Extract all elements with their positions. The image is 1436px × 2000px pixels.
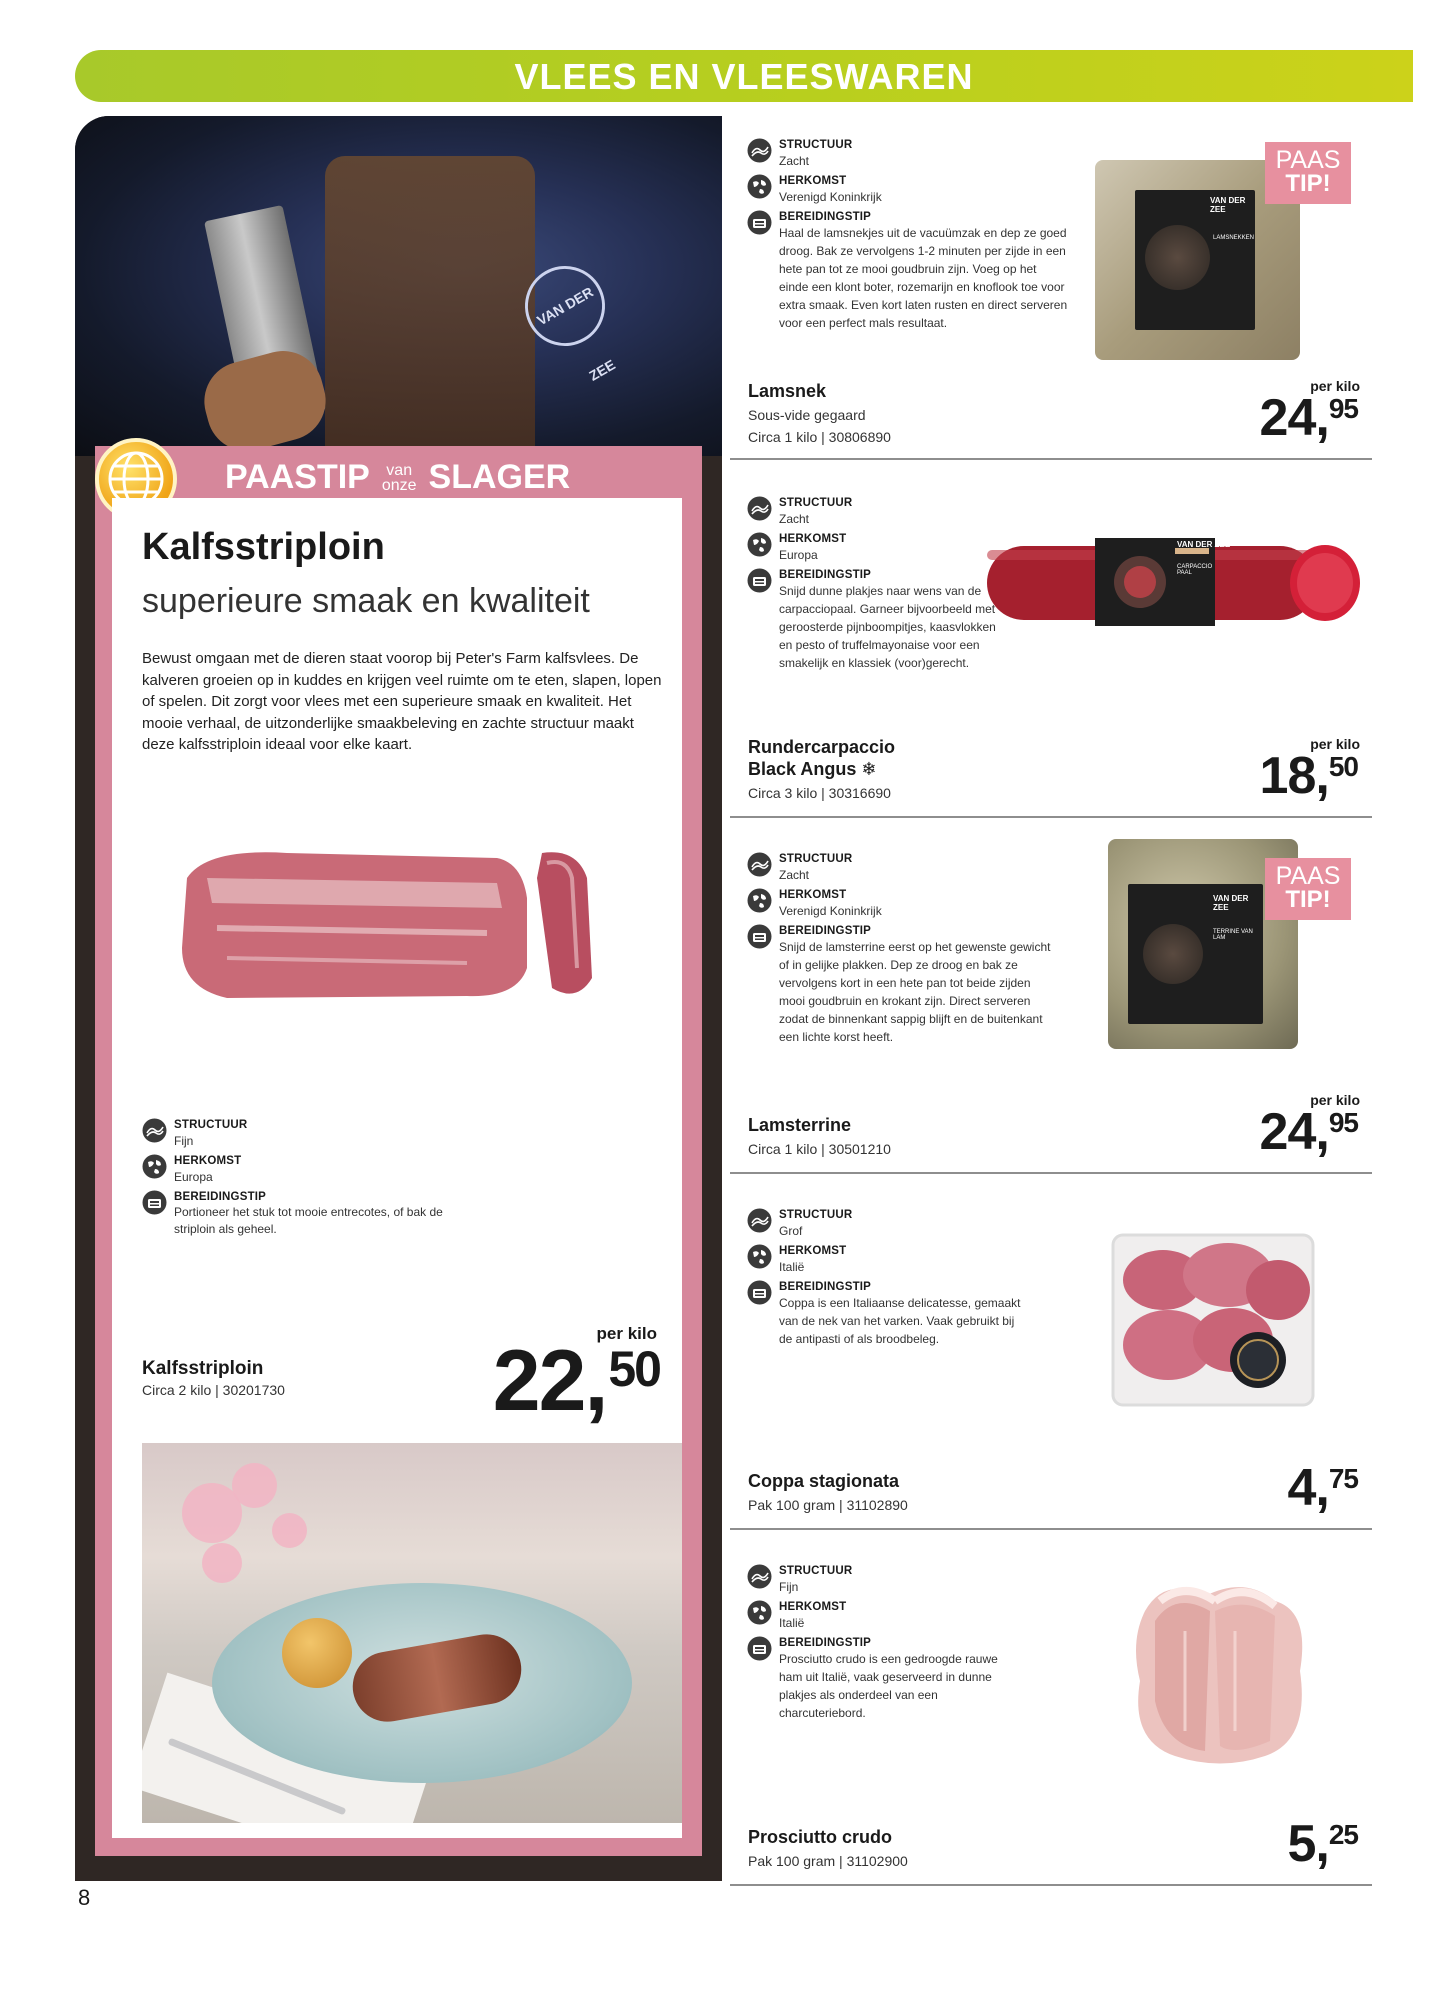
spec-prep [142,1190,474,1238]
structure-label: STRUCTUUR [779,497,853,509]
paastip-word: PAASTIP [225,458,370,496]
prep-label: BEREIDINGSTIP [779,211,872,223]
paastip-badge [1265,858,1351,920]
price-cents: 25 [1328,1819,1358,1850]
structure-label: STRUCTUUR [174,1119,248,1131]
texture-icon [747,496,772,521]
label-dish [1143,924,1203,984]
price-main: 24 [1259,389,1316,447]
product-specs [747,1208,1047,1352]
product-specs [747,852,1051,1050]
label-brand: VAN DER ZEE [1210,196,1246,214]
structure-value: Zacht [779,154,810,168]
per-kilo: per kilo [596,1324,657,1343]
origin-label: HERKOMST [779,533,847,545]
globe-icon [747,888,772,913]
label-name: TERRINE VAN LAM [1213,929,1253,941]
prep-label: BEREIDINGSTIP [779,1281,872,1293]
origin-value: Europa [779,548,818,562]
product-sub: Sous-vide gegaard [748,407,866,423]
label-dish [1145,225,1210,290]
striploin-image [167,838,617,1008]
origin-label: HERKOMST [779,889,847,901]
product-name: Kalfsstriploin [142,1358,264,1379]
product-lamsterrine [730,834,1372,1174]
globe-icon [747,1244,772,1269]
badge-line2: TIP! [1285,170,1331,197]
origin-value: Verenigd Koninkrijk [779,904,882,918]
price-main: 5 [1287,1815,1316,1873]
cooking-icon [747,1636,772,1661]
price: 22,50 [492,1333,660,1429]
spec-prep [747,1280,1047,1348]
price: 5,25 [1287,1815,1358,1873]
price-cents: 50 [1328,751,1358,782]
spec-origin [747,888,1047,920]
product-name-line2: Black Angus ❄ [748,759,877,779]
origin-value: Italië [779,1616,805,1630]
feature-card [112,498,682,1838]
texture-icon [747,1564,772,1589]
prep-label: BEREIDINGSTIP [779,925,872,937]
structure-value: Fijn [779,1580,799,1594]
product-meta: Circa 2 kilo | 30201730 [142,1382,285,1398]
coppa-image [1108,1230,1318,1410]
blossom [202,1543,242,1583]
feature-panel [75,116,722,1881]
spec-structure [747,852,1047,884]
prosciutto-image [1125,1571,1315,1771]
origin-value: Europa [174,1170,213,1184]
spec-prep [747,924,1051,1046]
product-meta: Circa 1 kilo | 30501210 [748,1141,891,1157]
structure-value: Zacht [779,512,810,526]
spec-prep [747,1636,1047,1722]
van-onze [382,463,417,493]
cooking-icon [747,568,772,593]
label-name: CARPACCIO PAAL [1177,564,1213,576]
globe-icon [747,532,772,557]
spec-structure [747,496,1047,528]
label-brand: VAN DER ZEE [1213,894,1249,912]
price-cents: 50 [608,1341,660,1397]
paastip-heading [225,458,570,497]
feature-subtitle: superieure smaak en kwaliteit [142,582,590,620]
badge-line1: PAAS [1275,862,1341,890]
product-specs [747,138,1068,336]
paastip-badge [1265,142,1351,204]
price-cents: 95 [1328,393,1358,424]
price: 24,95 [1259,1103,1358,1161]
van-word: van [386,461,413,479]
label-brand: VAN DER ZEE [1177,540,1231,549]
per-kilo: per kilo [1310,378,1360,394]
section-title: VLEES EN VLEESWAREN [514,56,974,97]
label-name: LAMSNEKKEN [1213,235,1255,241]
prep-value: Snijd dunne plakjes naar wens van de carpacciopaal. Garneer bijvoorbeeld met geroosterde pijnboompitjes, kaasvlokken en pesto of truffelmayonaise voor een smakelijk en klassiek (voor)gerecht. [779,584,996,670]
per-kilo: per kilo [1310,1092,1360,1108]
package-label [1128,884,1263,1024]
spec-structure [142,1118,474,1150]
paastip-frame [95,446,702,1856]
globe-icon [747,174,772,199]
product-name: Lamsterrine [748,1115,852,1135]
spec-origin [747,1244,1047,1276]
product-meta: Circa 3 kilo | 30316690 [748,785,891,801]
spec-origin [142,1154,474,1186]
section-banner [75,50,1413,102]
potato [282,1618,352,1688]
structure-label: STRUCTUUR [779,1565,853,1577]
package-label [1135,190,1255,330]
origin-label: HERKOMST [779,175,847,187]
product-meta: Pak 100 gram | 31102890 [748,1497,908,1513]
cooking-icon [747,924,772,949]
cooking-icon [747,1280,772,1305]
structure-value: Fijn [174,1134,194,1148]
prep-value: Snijd de lamsterrine eerst op het gewenste gewicht of in gelijke plakken. Dep ze droog en bak ze vervolgens kort in een hete pan tot beide zijden mooi goudbruin en krokant zijn. Direct serveren zodat de binnenkant sappig blijft en de buitenkant een lichte korst heeft. [779,940,1051,1044]
spec-structure [747,138,1047,170]
price-cents: 95 [1328,1107,1358,1138]
texture-icon [142,1118,167,1143]
structure-value: Grof [779,1224,803,1238]
onze-word: onze [381,476,417,494]
page-number: 8 [78,1885,91,1910]
structure-label: STRUCTUUR [779,139,853,151]
price-main: 4 [1287,1459,1316,1517]
butcher-photo [75,116,722,456]
texture-icon [747,1208,772,1233]
blossom [232,1463,277,1508]
price-main: 22 [492,1333,585,1429]
badge-line1: PAAS [1275,146,1341,174]
price: 4,75 [1287,1459,1358,1517]
origin-label: HERKOMST [779,1601,847,1613]
spec-origin [747,174,1047,206]
product-name: Coppa stagionata [748,1471,900,1491]
product-meta: Circa 1 kilo | 30806890 [748,429,891,445]
feature-title: Kalfsstriploin [142,526,385,568]
texture-icon [747,852,772,877]
prep-value: Portioneer het stuk tot mooie entrecotes, of bak de striploin als geheel. [174,1205,443,1236]
product-meta: Pak 100 gram | 31102900 [748,1853,908,1869]
product-rundercarpaccio [730,478,1372,818]
cooking-icon [747,210,772,235]
origin-label: HERKOMST [779,1245,847,1257]
feature-description: Bewust omgaan met de dieren staat voorop bij Peter's Farm kalfsvlees. De kalveren groeien op in kuddes en krijgen veel ruimte om te eten, slapen, lopen of spelen. Dit zorgt voor vlees met een superieure smaak en kwaliteit. Het mooie verhaal, de uitzonderlijke smaakbeleving en zachte structuur maakt deze kalfsstriploin ideaal voor elke kaart. [142,650,662,753]
price-cents: 75 [1328,1463,1358,1494]
price-main: 18 [1259,747,1316,805]
product-lamsnek [730,120,1372,460]
product-specs [747,1564,1047,1726]
badge-line2: TIP! [1285,886,1331,913]
origin-value: Italië [779,1260,805,1274]
cooking-icon [142,1190,167,1215]
sleeve-logo: VAN DER ZEE [510,251,619,360]
texture-icon [747,138,772,163]
spec-structure [747,1208,1047,1240]
feature-specs [142,1118,474,1242]
spec-prep [747,210,1068,332]
per-kilo: per kilo [1310,736,1360,752]
spec-origin [747,1600,1047,1632]
product-name: Prosciutto crudo [748,1827,893,1847]
prep-label: BEREIDINGSTIP [779,569,872,581]
prep-label: BEREIDINGSTIP [174,1191,267,1203]
product-name: Rundercarpaccio [748,737,896,757]
structure-label: STRUCTUUR [779,1209,853,1221]
globe-icon [747,1600,772,1625]
prep-value: Coppa is een Italiaanse delicatesse, gemaakt van de nek van het varken. Vaak gebruikt bij de antipasti of als broodbeleg. [779,1296,1021,1346]
spec-structure [747,1564,1047,1596]
product-prosciutto [730,1546,1372,1886]
product-coppa [730,1190,1372,1530]
price: 24,95 [1259,389,1358,447]
origin-value: Verenigd Koninkrijk [779,190,882,204]
price: 18,50 [1259,747,1358,805]
structure-value: Zacht [779,868,810,882]
slager-word: SLAGER [428,458,571,496]
prep-label: BEREIDINGSTIP [779,1637,872,1649]
structure-label: STRUCTUUR [779,853,853,865]
product-name: Lamsnek [748,381,827,401]
carpaccio-image [975,528,1365,638]
prep-value: Haal de lamsnekjes uit de vacuümzak en dep ze goed droog. Bak ze vervolgens 1-2 minuten per zijde in een hete pan tot ze mooi goudbruin zijn. Voeg op het einde een klont boter, rozemarijn en knoflook toe voor extra smaak. Even kort laten rusten en direct serveren voor een perfect mals resultaat. [779,226,1068,330]
apron [325,156,535,456]
origin-label: HERKOMST [174,1155,242,1167]
prep-value: Prosciutto crudo is een gedroogde rauwe ham uit Italië, vaak geserveerd in dunne plakjes als onderdeel van een charcuteriebord. [779,1652,998,1720]
dish-photo [142,1443,682,1823]
price-main: 24 [1259,1103,1316,1161]
blossom [272,1513,307,1548]
globe-icon [142,1154,167,1179]
